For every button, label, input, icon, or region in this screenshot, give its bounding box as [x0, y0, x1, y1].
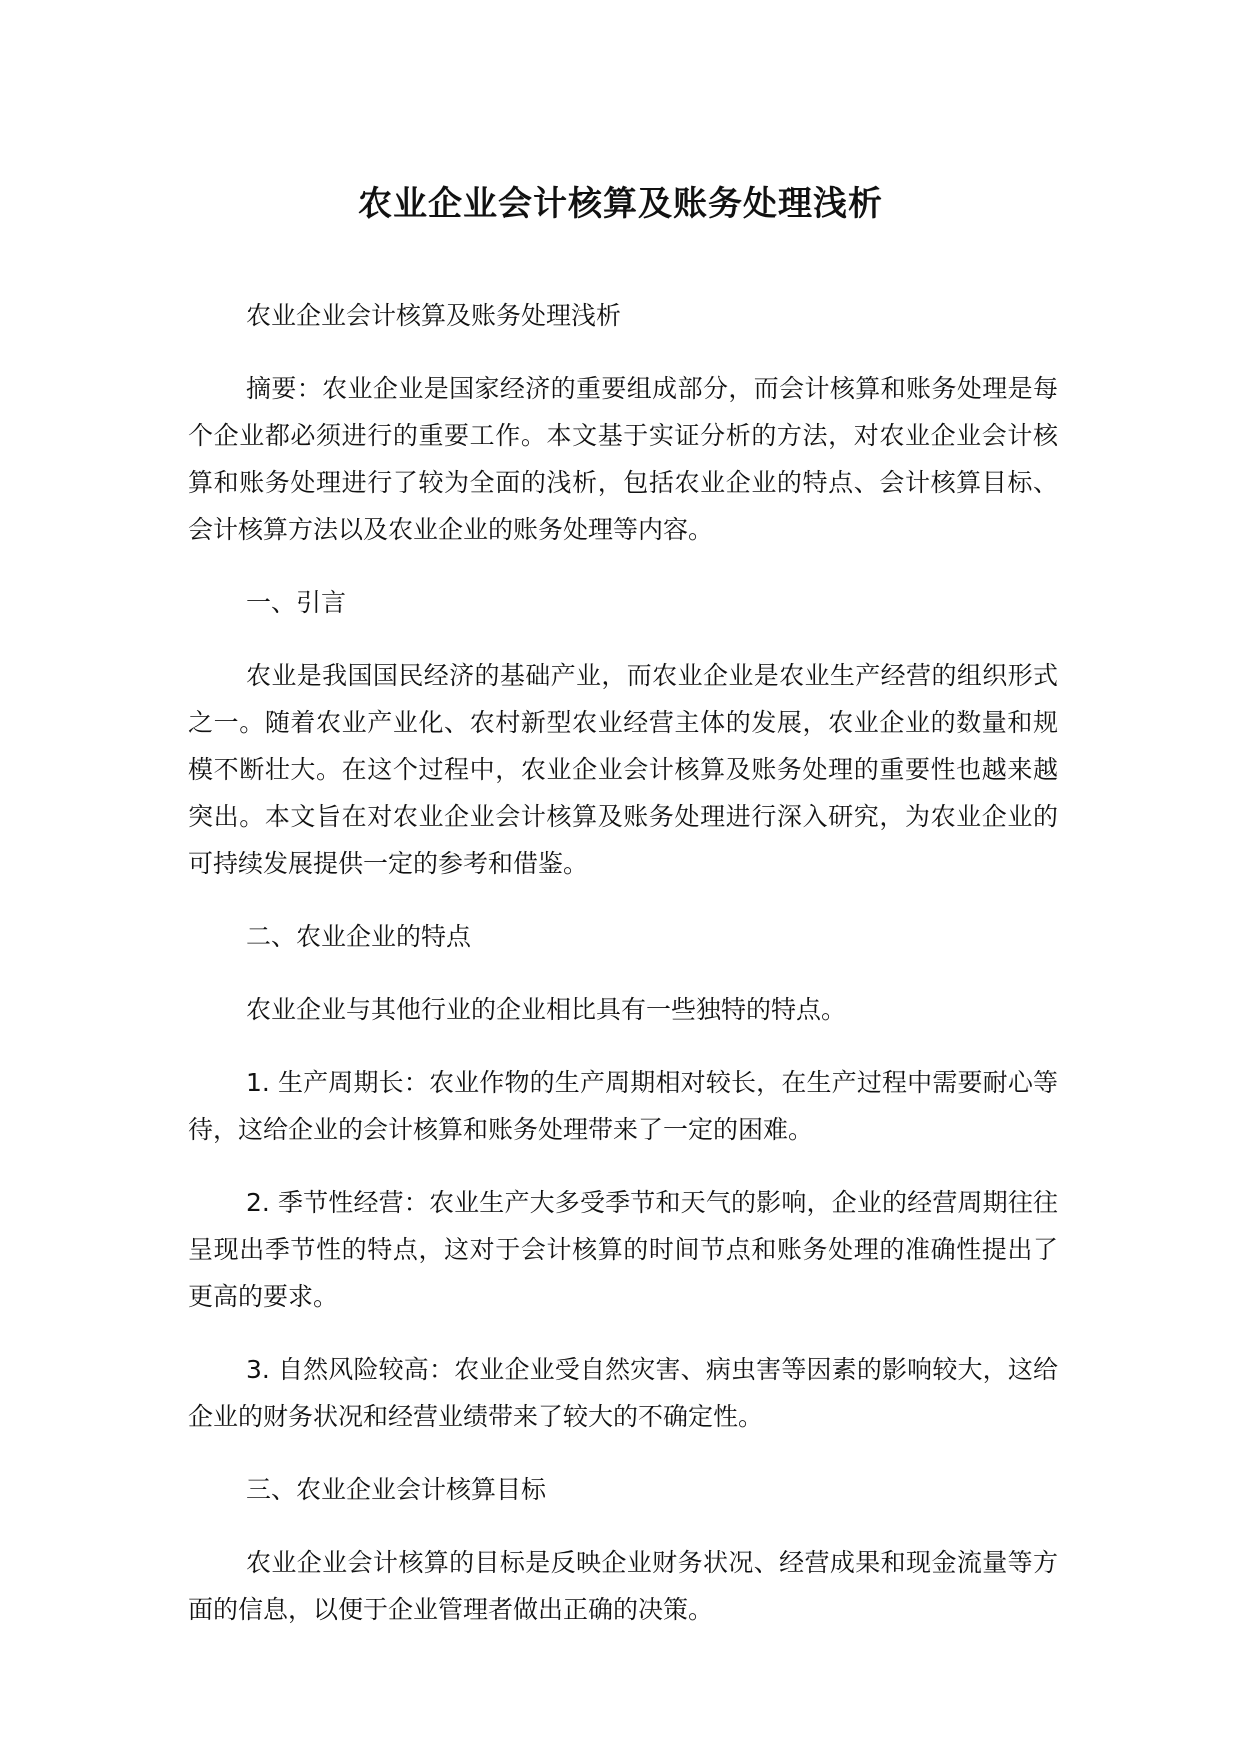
characteristic-item-1: 1. 生产周期长：农业作物的生产周期相对较长，在生产过程中需要耐心等待，这给企业的会计核算和账务处理带来了一定的困难。 — [188, 1068, 1058, 1144]
abstract-paragraph: 摘要：农业企业是国家经济的重要组成部分，而会计核算和账务处理是每个企业都必须进行的重要工作。本文基于实证分析的方法，对农业企业会计核算和账务处理进行了较为全面的浅析，包括农业企业的特点、会计核算目标、会计核算方法以及农业企业的账务处理等内容。 — [188, 374, 1058, 544]
characteristics-intro-paragraph: 农业企业与其他行业的企业相比具有一些独特的特点。 — [246, 995, 847, 1024]
document-title: 农业企业会计核算及账务处理浅析 — [358, 184, 883, 224]
section-heading-introduction: 一、引言 — [246, 588, 347, 617]
section-heading-characteristics: 二、农业企业的特点 — [246, 922, 472, 951]
introduction-paragraph: 农业是我国国民经济的基础产业，而农业企业是农业生产经营的组织形式之一。随着农业产业化、农村新型农业经营主体的发展，农业企业的数量和规模不断壮大。在这个过程中，农业企业会计核算及账务处理的重要性也越来越突出。本文旨在对农业企业会计核算及账务处理进行深入研究，为农业企业的可持续发展提供一定的参考和借鉴。 — [188, 661, 1058, 878]
characteristic-item-3: 3. 自然风险较高：农业企业受自然灾害、病虫害等因素的影响较大，这给企业的财务状况和经营业绩带来了较大的不确定性。 — [188, 1355, 1058, 1431]
characteristic-item-2: 2. 季节性经营：农业生产大多受季节和天气的影响，企业的经营周期往往呈现出季节性的特点，这对于会计核算的时间节点和账务处理的准确性提出了更高的要求。 — [188, 1188, 1058, 1311]
document-body — [188, 292, 1058, 1633]
section-heading-accounting-goals: 三、农业企业会计核算目标 — [246, 1475, 547, 1504]
body-paragraph-repeat-title: 农业企业会计核算及账务处理浅析 — [246, 301, 622, 330]
accounting-goals-paragraph: 农业企业会计核算的目标是反映企业财务状况、经营成果和现金流量等方面的信息，以便于企业管理者做出正确的决策。 — [188, 1548, 1058, 1624]
